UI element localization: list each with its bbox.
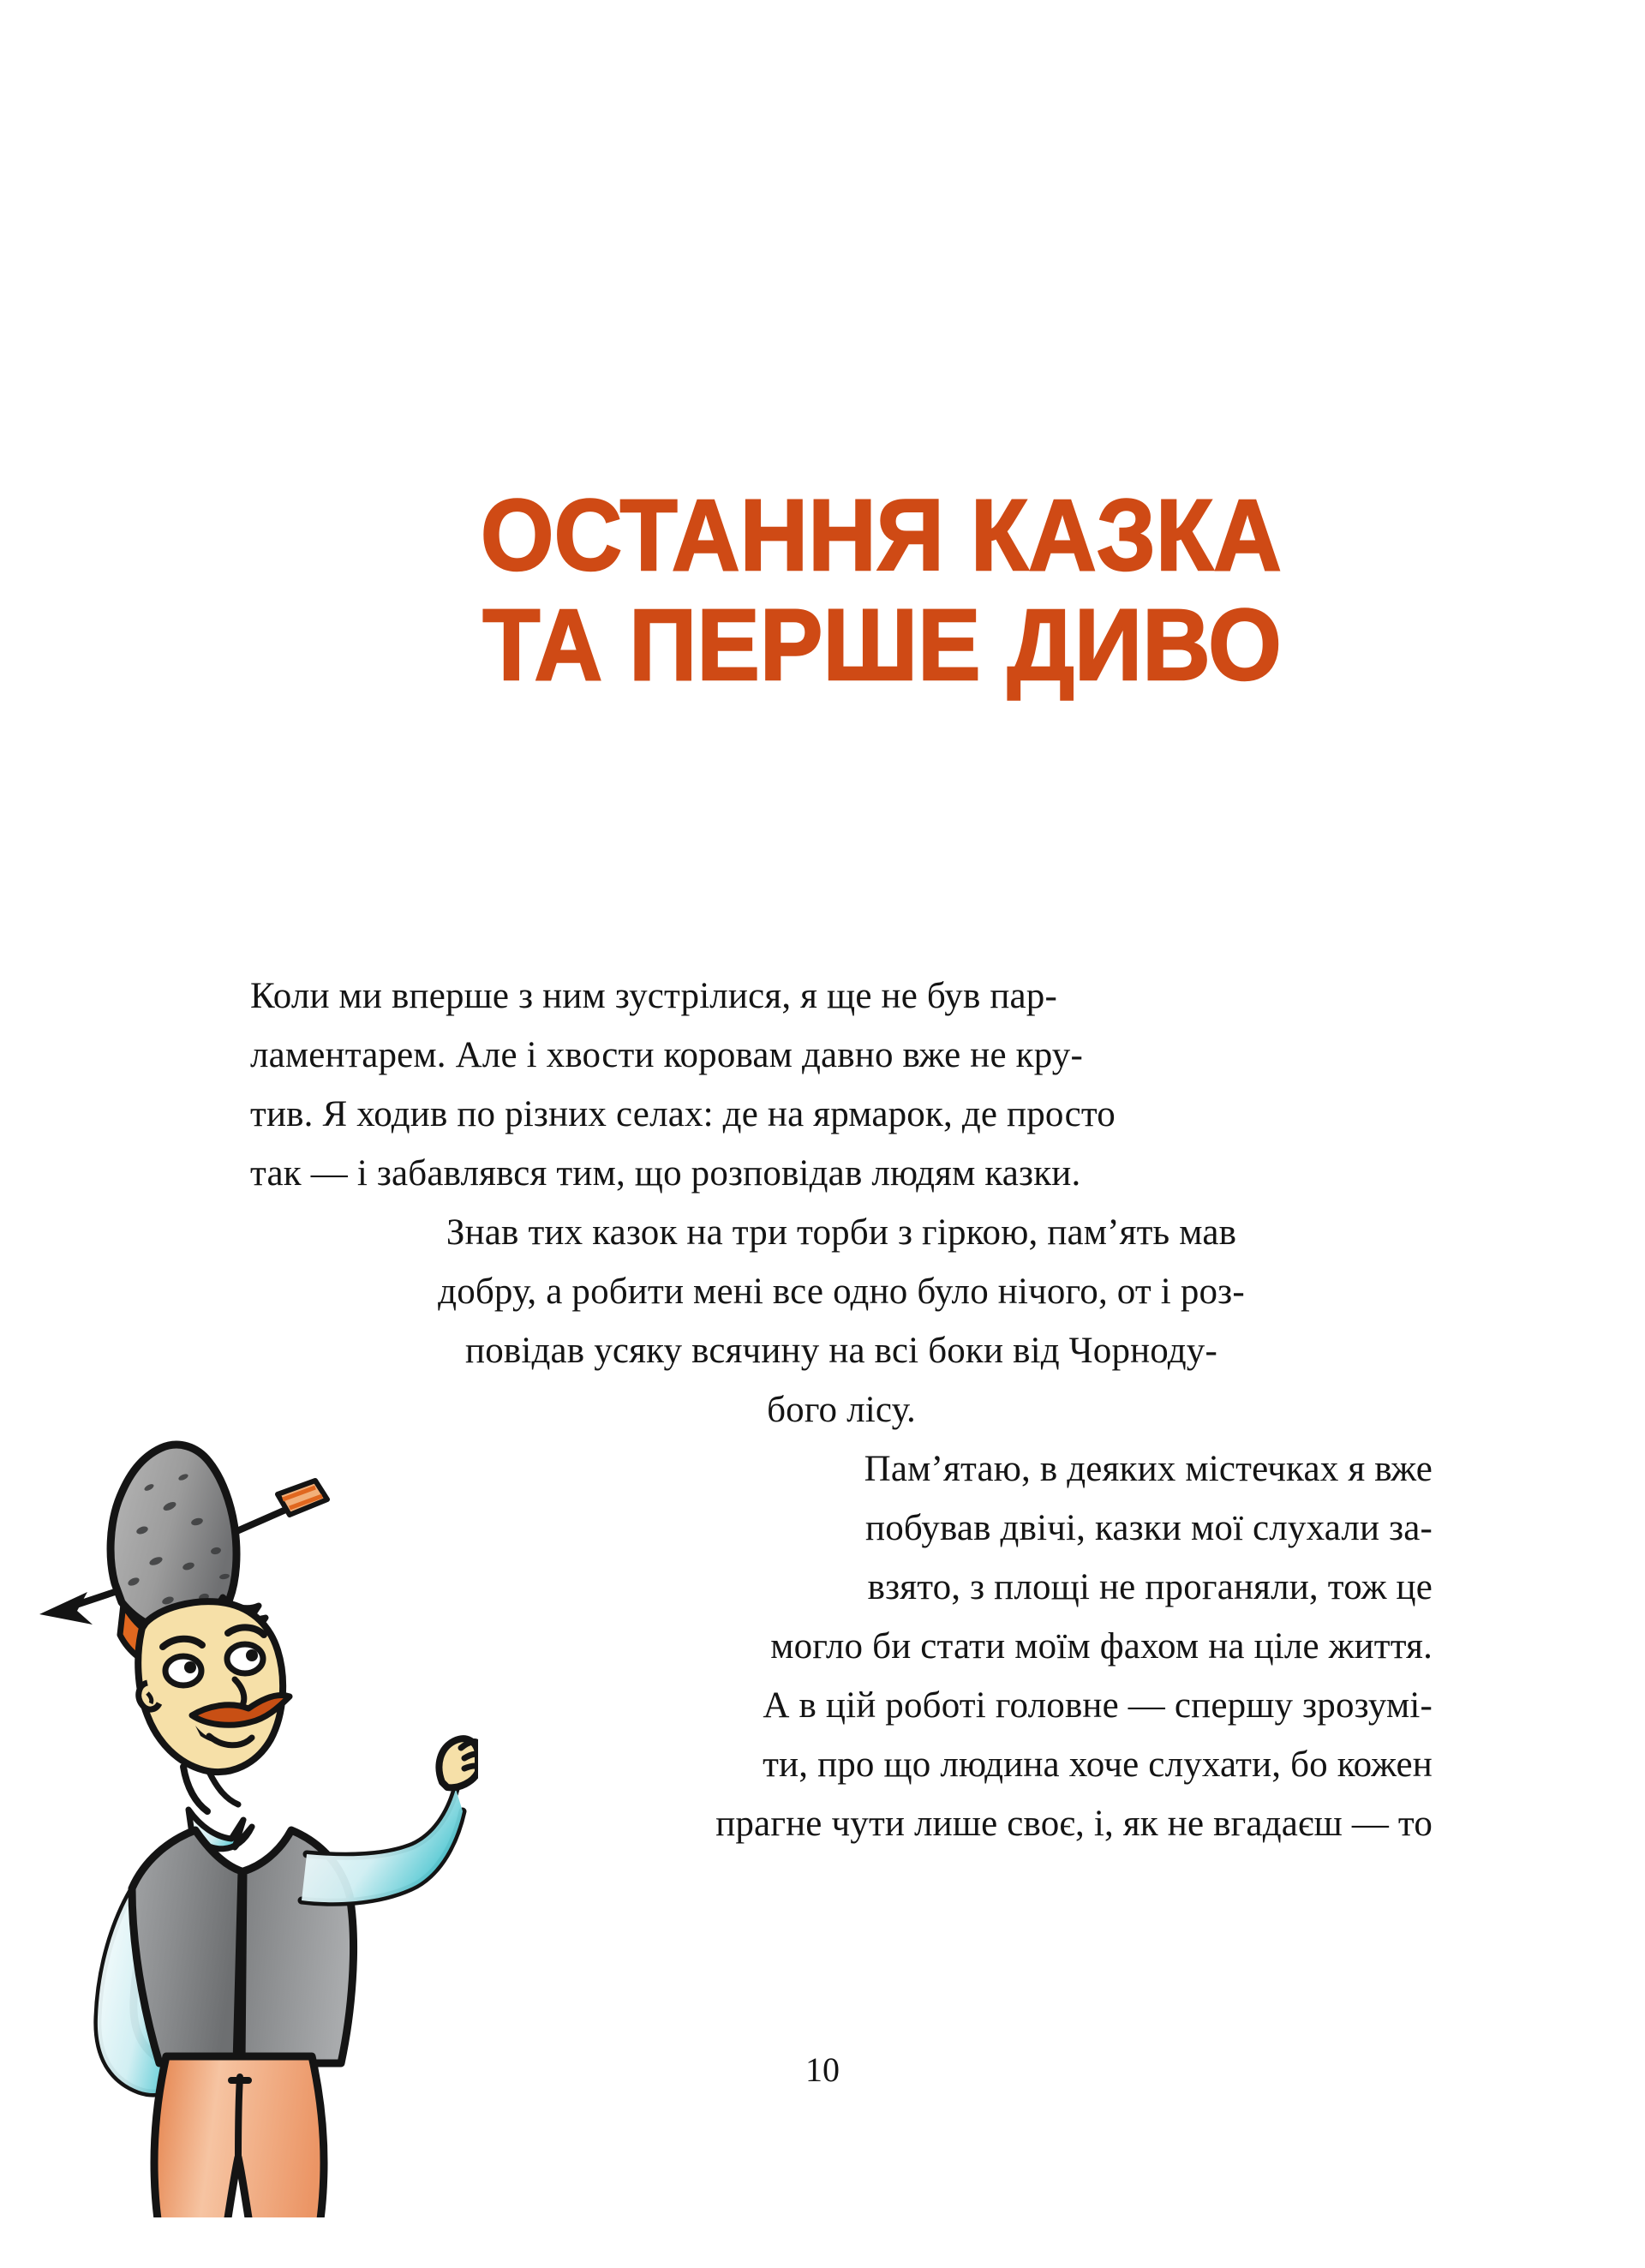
text-line: А в цій роботі головне — спершу зрозумі- [763, 1685, 1433, 1726]
text-line: так — і забавлявся тим, що розповідав людям казки. [250, 1153, 1081, 1194]
face [138, 1601, 290, 1811]
text-line: Коли ми вперше з ним зустрілися, я ще не був пар- [250, 976, 1057, 1016]
text-line: прагне чути лише своє, і, як не вгадаєш — то [715, 1804, 1433, 1844]
illustration-group [39, 1445, 478, 2217]
chapter-title-line-1: ОСТАННЯ КАЗКА [481, 479, 1282, 593]
page-number: 10 [805, 2050, 840, 2089]
text-line: могло би стати моїм фахом на ціле життя. [770, 1626, 1433, 1667]
text-line: тив. Я ходив по різних селах: де на ярмарок, де просто [250, 1094, 1116, 1134]
text-line: добру, а робити мені все одно було нічого, от і роз- [438, 1272, 1245, 1312]
text-line: ламентарем. Але і хвости коровам давно вже не кру- [250, 1035, 1083, 1075]
text-line: побував двічі, казки мої слухали за- [865, 1508, 1433, 1548]
text-line: Знав тих казок на три торби з гіркою, пам’ять мав [446, 1212, 1237, 1253]
chapter-title [0, 479, 1282, 702]
text-line: взято, з площі не проганяли, тож це [867, 1567, 1433, 1607]
open-hand [439, 1738, 478, 1787]
text-line: бого лісу. [767, 1390, 916, 1430]
text-line: ти, про що людина хоче слухати, бо кожен [763, 1744, 1433, 1785]
right-arm [302, 1738, 478, 1902]
text-line: Пам’ятаю, в деяких містечках я вже [864, 1449, 1433, 1489]
text-line: повідав усяку всячину на всі боки від Чорноду- [465, 1331, 1217, 1371]
chapter-title-line-2: ТА ПЕРШЕ ДИВО [482, 588, 1282, 702]
